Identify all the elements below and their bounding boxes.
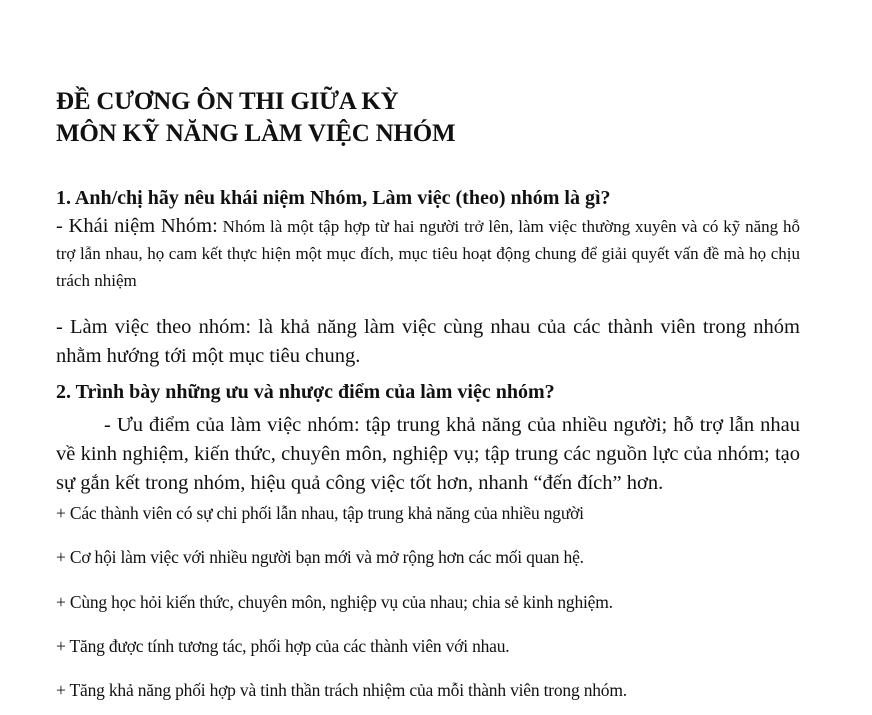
question-1-paragraph-2: - Làm việc theo nhóm: là khả năng làm việc cùng nhau của các thành viên trong nhóm nhằm hướng tới một mục tiêu chung.	[56, 316, 800, 367]
question-1-heading: 1. Anh/chị hãy nêu khái niệm Nhóm, Làm việc (theo) nhóm là gì?	[56, 187, 611, 209]
title-line-1: ĐỀ CƯƠNG ÔN THI GIỮA KỲ	[56, 88, 399, 115]
advantage-bullet: + Cùng học hỏi kiến thức, chuyên môn, nghiệp vụ của nhau; chia sẻ kinh nghiệm.	[56, 592, 613, 612]
advantage-bullet: + Các thành viên có sự chi phối lẫn nhau, tập trung khả năng của nhiều người	[56, 503, 584, 523]
advantage-bullet: + Tăng được tính tương tác, phối hợp của các thành viên với nhau.	[56, 636, 510, 656]
document-title	[56, 86, 455, 150]
definition-text: Nhóm là một tập hợp từ hai người trở lên, làm việc thường xuyên và có kỹ năng hỗ trợ lẫn nhau, họ cam kết thực hiện một mục đích, mục tiêu hoạt động chung để giải quyết vấn đề mà họ chịu trách nhiệm	[56, 217, 800, 290]
question-2-paragraph-1: - Ưu điểm của làm việc nhóm: tập trung khả năng của nhiều người; hỗ trợ lẫn nhau về kinh nghiệm, kiến thức, chuyên môn, nghiệp vụ; tập trung các nguồn lực của nhóm; tạo sự gắn kết trong nhóm, hiệu quả công việc tốt hơn, nhanh “đến đích” hơn.	[56, 414, 800, 494]
definition-lead: - Khái niệm Nhóm:	[56, 215, 218, 237]
advantage-bullet: + Tăng khả năng phối hợp và tinh thần trách nhiệm của mỗi thành viên trong nhóm.	[56, 680, 627, 700]
title-line-2: MÔN KỸ NĂNG LÀM VIỆC NHÓM	[56, 120, 456, 147]
question-1-paragraph-1	[56, 213, 800, 294]
question-2-heading: 2. Trình bày những ưu và nhược điểm của làm việc nhóm?	[56, 381, 555, 403]
advantage-bullet: + Cơ hội làm việc với nhiều người bạn mới và mở rộng hơn các mối quan hệ.	[56, 547, 584, 567]
